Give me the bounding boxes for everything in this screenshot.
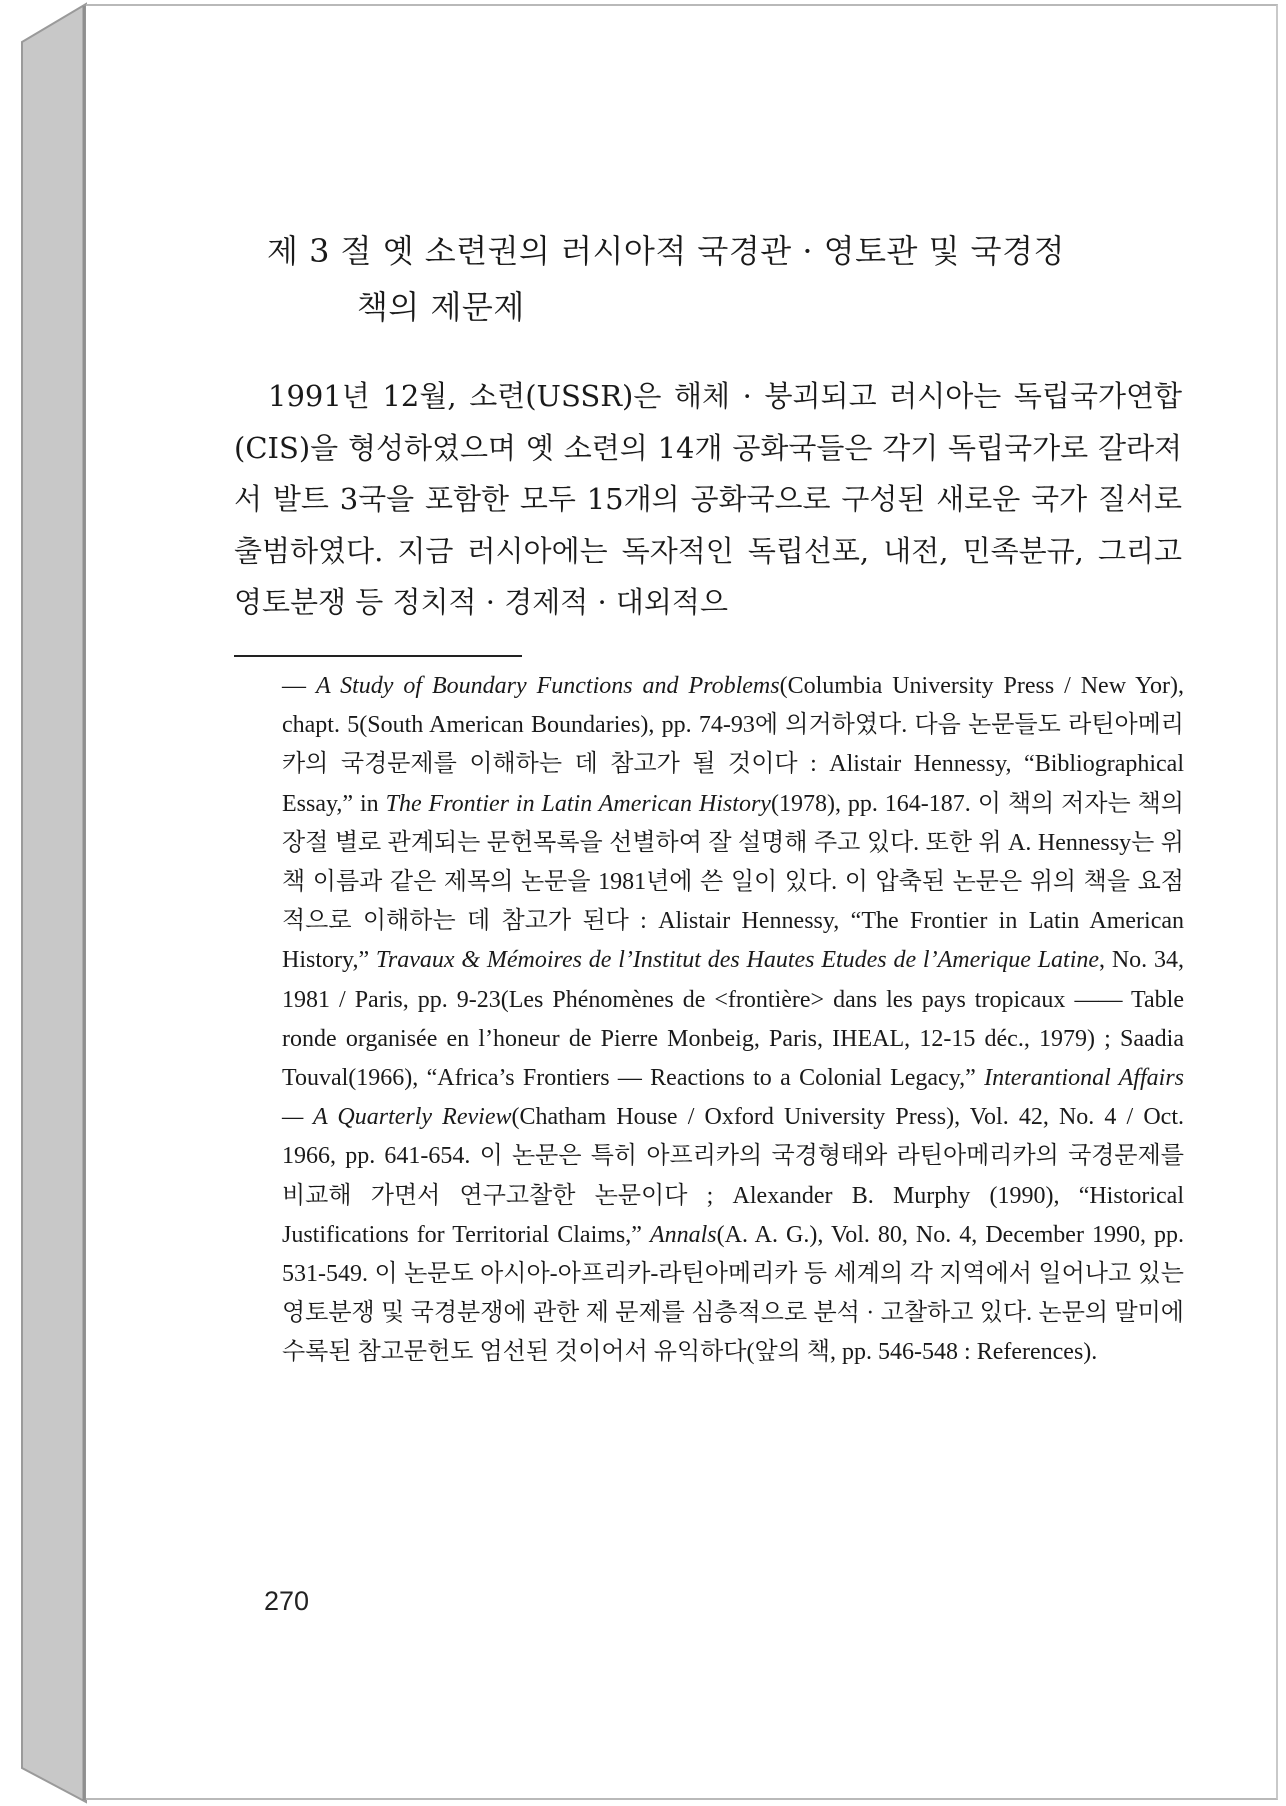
- footnote-book-title-2: The Frontier in Latin American History: [385, 790, 771, 817]
- section-heading-line-1: 제 3 절 옛 소련권의 러시아적 국경관 · 영토관 및 국경정: [267, 232, 1065, 270]
- footnote: [282, 667, 1184, 1373]
- footnote-journal-title-1: Travaux & Mémoires de l’Institut des Hautes Etudes de l’Amerique Latine: [375, 947, 1100, 974]
- page-number: 270: [264, 1586, 310, 1616]
- book-spine-face: [22, 4, 86, 1802]
- footnote-text-2: (Columbia University Press / New Yor), chapt. 5(South American Boundaries), pp. 74-93에 의거하였다. 다음 논문들도 라틴아메리카의 국경문제를 이해하는 데 참고가 될 것이다 : Alistair Hennessy, “Bibliographical Essay,” in: [282, 673, 1185, 817]
- footnote-paragraph: [282, 667, 1184, 1373]
- footnote-text-3: (1978), pp. 164-187. 이 책의 저자는 책의 장절 별로 관계되는 문헌목록을 선별하여 잘 설명해 주고 있다. 또한 위 A. Hennessy는 위 책 이름과 같은 제목의 논문을 1981년에 쓴 일이 있다. 이 압축된 논문은 위의 책을 요점적으로 이해하는 데 참고가 된다 : Alistair Hennessy, “The Frontier in Latin American History,”: [282, 790, 1184, 974]
- footnote-divider: [234, 655, 522, 657]
- footnote-text-5: (Chatham House / Oxford University Press), Vol. 42, No. 4 / Oct. 1966, pp. 641-654. 이 논문은 특히 아프리카의 국경형태와 라틴아메리카의 국경문제를 비교해 가면서 연구고찰한 논문이다 ; Alexander B. Murphy (1990), “Historical Justifications for Territorial Claims,”: [282, 1104, 1185, 1248]
- footnote-text-1: —: [282, 673, 316, 699]
- footnote-journal-title-2: Interantional Affairs — A Quarterly Review: [282, 1065, 1184, 1131]
- section-heading: [267, 223, 1187, 335]
- footnote-text-6: (A. A. G.), Vol. 80, No. 4, December 1990, pp. 531-549. 이 논문도 아시아-아프리카-라틴아메리카 등 세계의 각 지역에서 일어나고 있는 영토분쟁 및 국경분쟁에 관한 제 문제를 심층적으로 분석 · 고찰하고 있다. 논문의 말미에 수록된 참고문헌도 엄선된 것이어서 유익하다(앞의 책, pp. 546-548 : References).: [282, 1221, 1185, 1366]
- body-text: [234, 371, 1182, 629]
- section-heading-line-2: 책의 제문제: [357, 288, 525, 326]
- body-paragraph: 1991년 12월, 소련(USSR)은 해체 · 붕괴되고 러시아는 독립국가연합(CIS)을 형성하였으며 옛 소련의 14개 공화국들은 각기 독립국가로 갈라져서 발트 3국을 포함한 모두 15개의 공화국으로 구성된 새로운 국가 질서로 출범하였다. 지금 러시아에는 독자적인 독립선포, 내전, 민족분규, 그리고 영토분쟁 등 정치적 · 경제적 · 대외적으: [234, 379, 1182, 619]
- footnote-text-4: , No. 34, 1981 / Paris, pp. 9-23(Les Phénomènes de <frontière> dans les pays tropicaux —— Table ronde organisée en l’honeur de Pierre Monbeig, Paris, IHEAL, 12-15 déc., 1979) ; Saadia Touval(1966), “Africa’s Frontiers — Reactions to a Colonial Legacy,”: [282, 947, 1184, 1092]
- document-page: [86, 4, 1278, 1800]
- footnote-journal-title-3: Annals: [649, 1221, 717, 1248]
- footnote-book-title-1: A Study of Boundary Functions and Problems: [315, 673, 780, 699]
